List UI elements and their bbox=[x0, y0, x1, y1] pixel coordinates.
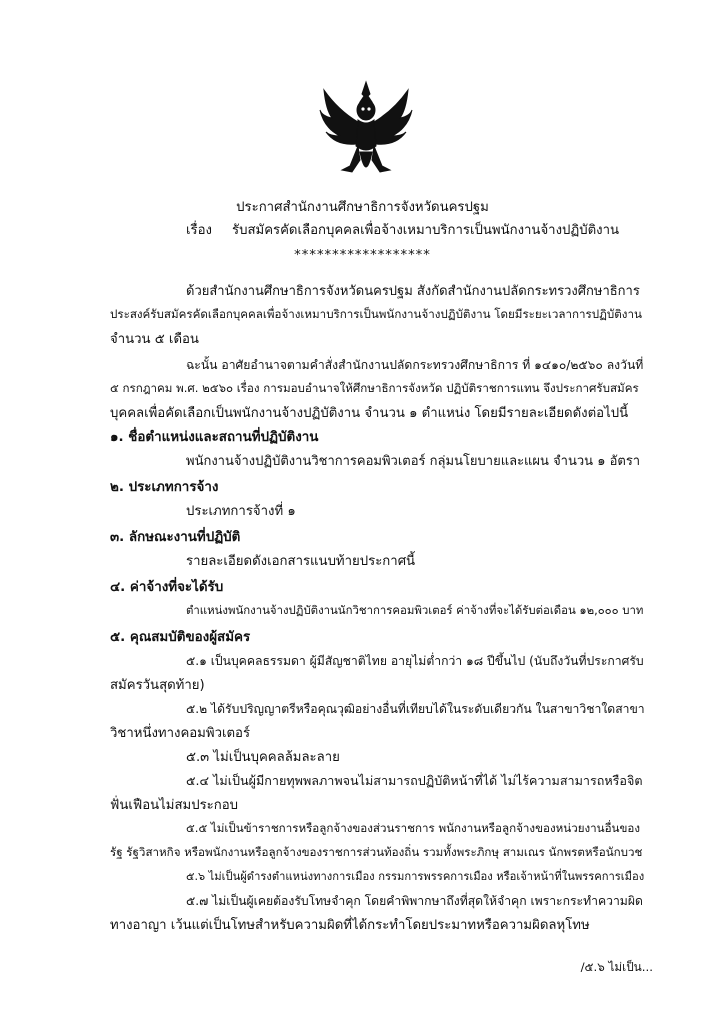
intro-line: จำนวน ๕ เดือน bbox=[110, 332, 199, 347]
page-title: ประกาศสำนักงานศึกษาธิการจังหวัดนครปฐม bbox=[236, 200, 489, 215]
section-heading: ๔. ค่าจ้างที่จะได้รับ bbox=[110, 580, 224, 595]
intro-line: ด้วยสำนักงานศึกษาธิการจังหวัดนครปฐม สังกัดสำนักงานปลัดกระทรวงศึกษาธิการ bbox=[186, 284, 640, 299]
section-heading: ๒. ประเภทการจ้าง bbox=[110, 480, 219, 495]
section-heading: ๑. ชื่อตำแหน่งและสถานที่ปฏิบัติงาน bbox=[110, 430, 319, 445]
section-heading: ๕. คุณสมบัติของผู้สมัคร bbox=[110, 630, 251, 645]
qualification-line: ทางอาญา เว้นแต่เป็นโทษสำหรับความผิดที่ได้กระทำโดยประมาทหรือความผิดลหุโทษ bbox=[110, 918, 590, 933]
intro-line: ประสงค์รับสมัครคัดเลือกบุคคลเพื่อจ้างเหมาบริการเป็นพนักงานจ้างปฏิบัติงาน โดยมีระยะเวลาการปฏิบัติงาน bbox=[110, 307, 642, 321]
qualification-line: ๕.๑ เป็นบุคคลธรรมดา ผู้มีสัญชาติไทย อายุไม่ต่ำกว่า ๑๘ ปีขึ้นไป (นับถึงวันที่ประกาศรับ bbox=[186, 654, 644, 668]
qualification-line: ๕.๒ ได้รับปริญญาตรีหรือคุณวุฒิอย่างอื่นที่เทียบได้ในระดับเดียวกัน ในสาขาวิชาใดสาขา bbox=[186, 702, 645, 716]
qualification-line: ๕.๔ ไม่เป็นผู้มีกายทุพพลภาพจนไม่สามารถปฏิบัติหน้าที่ได้ ไม่ไร้ความสามารถหรือจิต bbox=[186, 773, 643, 788]
separator-line: ****************** bbox=[294, 248, 431, 263]
qualification-line: ๕.๕ ไม่เป็นข้าราชการหรือลูกจ้างของส่วนราชการ พนักงานหรือลูกจ้างของหน่วยงานอื่นของ bbox=[186, 821, 641, 835]
intro-line: บุคคลเพื่อคัดเลือกเป็นพนักงานจ้างปฏิบัติงาน จำนวน ๑ ตำแหน่ง โดยมีรายละเอียดดังต่อไปนี้ bbox=[110, 406, 629, 421]
intro-line: ฉะนั้น อาศัยอำนาจตามคำสั่งสำนักงานปลัดกระทรวงศึกษาธิการ ที่ ๑๔๑๐/๒๕๖๐ ลงวันที่ bbox=[186, 358, 644, 372]
qualification-line: วิชาหนึ่งทางคอมพิวเตอร์ bbox=[110, 726, 251, 741]
qualification-line: ๕.๗ ไม่เป็นผู้เคยต้องรับโทษจำคุก โดยคำพิพากษาถึงที่สุดให้จำคุก เพราะกระทำความผิด bbox=[186, 894, 643, 908]
page-continuation: /๕.๖ ไม่เป็น... bbox=[580, 960, 653, 974]
section-text: ประเภทการจ้างที่ ๑ bbox=[186, 504, 296, 519]
intro-line: ๕ กรกฎาคม พ.ศ. ๒๕๖๐ เรื่อง การมอบอำนาจให้ศึกษาธิการจังหวัด ปฏิบัติราชการแทน จึงประกาศรับสมัคร bbox=[110, 381, 639, 395]
section-text: ตำแหน่งพนักงานจ้างปฏิบัติงานนักวิชาการคอมพิวเตอร์ ค่าจ้างที่จะได้รับต่อเดือน ๑๒,๐๐๐ บาท bbox=[186, 603, 644, 617]
qualification-line: ๕.๖ ไม่เป็นผู้ดำรงตำแหน่งทางการเมือง กรรมการพรรคการเมือง หรือเจ้าหน้าที่ในพรรคการเมือง bbox=[186, 870, 645, 883]
section-text: พนักงานจ้างปฏิบัติงานวิชาการคอมพิวเตอร์ กลุ่มนโยบายและแผน จำนวน ๑ อัตรา bbox=[186, 454, 641, 469]
qualification-line: รัฐ รัฐวิสาหกิจ หรือพนักงานหรือลูกจ้างของราชการส่วนท้องถิ่น รวมทั้งพระภิกษุ สามเณร นักพรตหรือนักบวช bbox=[110, 845, 643, 859]
qualification-line: ฟั่นเฟือนไม่สมประกอบ bbox=[110, 798, 239, 813]
qualification-line: ๕.๓ ไม่เป็นบุคคลล้มละลาย bbox=[186, 750, 340, 765]
section-text: รายละเอียดดังเอกสารแนบท้ายประกาศนี้ bbox=[186, 554, 416, 569]
subject-text: รับสมัครคัดเลือกบุคคลเพื่อจ้างเหมาบริการเป็นพนักงานจ้างปฏิบัติงาน bbox=[232, 223, 620, 238]
subject-label: เรื่อง bbox=[186, 223, 212, 238]
qualification-line: สมัครวันสุดท้าย) bbox=[110, 678, 205, 693]
section-heading: ๓. ลักษณะงานที่ปฏิบัติ bbox=[110, 530, 241, 545]
garuda-emblem-icon bbox=[318, 80, 414, 186]
